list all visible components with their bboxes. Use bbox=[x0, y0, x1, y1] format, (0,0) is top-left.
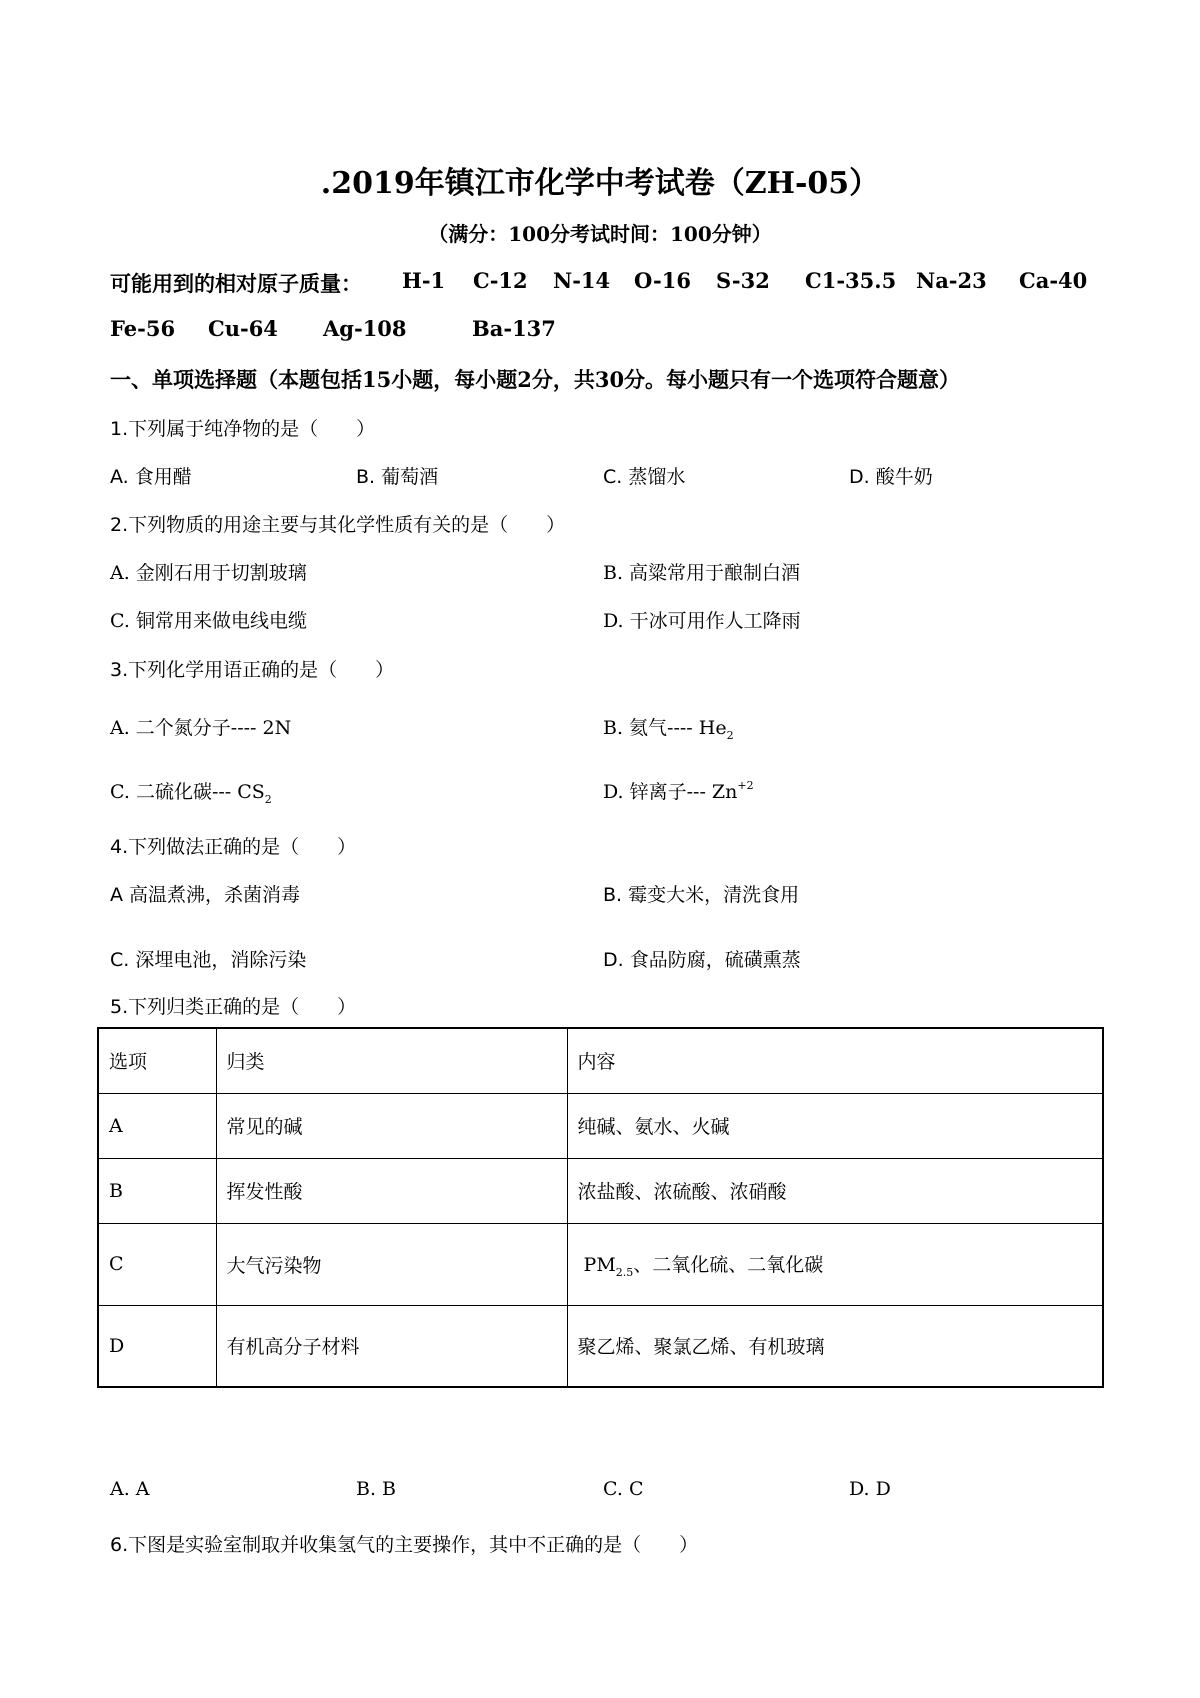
table-cell: A bbox=[98, 1093, 216, 1158]
atomic-mass-item: H-1 bbox=[402, 268, 446, 293]
classification-table bbox=[97, 1027, 1104, 1388]
question-1-stem: 1.下列属于纯净物的是（ ） bbox=[110, 418, 376, 440]
question-6-stem: 6.下图是实验室制取并收集氢气的主要操作，其中不正确的是（ ） bbox=[110, 1534, 699, 1556]
q4-option-d: D. 食品防腐，硫磺熏蒸 bbox=[603, 949, 801, 971]
atomic-mass-label: 可能用到的相对原子质量： bbox=[110, 271, 362, 296]
section-heading: 一、单项选择题（本题包括15小题，每小题2分，共30分。每小题只有一个选项符合题意） bbox=[110, 367, 961, 392]
table-cell: 有机高分子材料 bbox=[216, 1305, 567, 1387]
q1-option-d: D. 酸牛奶 bbox=[849, 466, 933, 488]
q5-option-d: D. D bbox=[849, 1478, 891, 1500]
atomic-mass-item: C-12 bbox=[473, 268, 528, 293]
table-header-cell: 选项 bbox=[98, 1028, 216, 1093]
atomic-mass-item: Ca-40 bbox=[1019, 268, 1088, 293]
q4-option-c: C. 深埋电池，消除污染 bbox=[110, 949, 307, 971]
table-cell: C bbox=[98, 1223, 216, 1305]
q2-option-d: D. 干冰可用作人工降雨 bbox=[603, 610, 801, 632]
atomic-mass-item: Fe-56 bbox=[110, 316, 176, 341]
table-header-row bbox=[98, 1028, 1103, 1093]
q2-option-a: A. 金刚石用于切割玻璃 bbox=[110, 562, 307, 584]
q1-option-b: B. 葡萄酒 bbox=[356, 466, 439, 488]
atomic-mass-item: S-32 bbox=[716, 268, 770, 293]
exam-info: （满分：100分考试时间：100分钟） bbox=[428, 222, 772, 246]
q5-option-b: B. B bbox=[356, 1478, 397, 1500]
table-cell: 大气污染物 bbox=[216, 1223, 567, 1305]
q5-option-a: A. A bbox=[110, 1478, 150, 1500]
page-title: .2019年镇江市化学中考试卷（ZH-05） bbox=[320, 166, 880, 201]
q4-option-a: A 高温煮沸，杀菌消毒 bbox=[110, 884, 301, 906]
table-row bbox=[98, 1223, 1103, 1305]
table-cell: 纯碱、氨水、火碱 bbox=[567, 1093, 1103, 1158]
q3-option-b: B. 氦气---- $He_2$ bbox=[603, 717, 734, 742]
q2-option-b: B. 高粱常用于酿制白酒 bbox=[603, 562, 801, 584]
q1-option-a: A. 食用醋 bbox=[110, 466, 192, 488]
atomic-mass-item: Ag-108 bbox=[323, 316, 407, 341]
table-header-cell: 内容 bbox=[567, 1028, 1103, 1093]
table-row bbox=[98, 1305, 1103, 1387]
table-row bbox=[98, 1093, 1103, 1158]
atomic-mass-item: Na-23 bbox=[916, 268, 987, 293]
q3-option-c: C. 二硫化碳--- $CS_2$ bbox=[110, 781, 272, 806]
table-cell: 常见的碱 bbox=[216, 1093, 567, 1158]
atomic-mass-item: Cu-64 bbox=[208, 316, 278, 341]
table-cell: 浓盐酸、浓硫酸、浓硝酸 bbox=[567, 1158, 1103, 1223]
atomic-mass-item: C1-35.5 bbox=[805, 268, 897, 293]
table-row bbox=[98, 1158, 1103, 1223]
table-cell: 挥发性酸 bbox=[216, 1158, 567, 1223]
atomic-mass-item: Ba-137 bbox=[472, 316, 556, 341]
question-3-stem: 3.下列化学用语正确的是（ ） bbox=[110, 659, 395, 681]
table-header-cell: 归类 bbox=[216, 1028, 567, 1093]
q3-option-a: A. 二个氮分子---- 2N bbox=[110, 717, 292, 739]
atomic-mass-item: N-14 bbox=[553, 268, 611, 293]
table-cell: $PM_{2.5}$、二氧化硫、二氧化碳 bbox=[567, 1223, 1103, 1305]
atomic-mass-item: O-16 bbox=[634, 268, 692, 293]
table-cell: D bbox=[98, 1305, 216, 1387]
table-cell: 聚乙烯、聚氯乙烯、有机玻璃 bbox=[567, 1305, 1103, 1387]
q4-option-b: B. 霉变大米，清洗食用 bbox=[603, 884, 800, 906]
question-4-stem: 4.下列做法正确的是（ ） bbox=[110, 836, 357, 858]
q5-option-c: C. C bbox=[603, 1478, 644, 1500]
question-5-stem: 5.下列归类正确的是（ ） bbox=[110, 996, 357, 1018]
table-cell: B bbox=[98, 1158, 216, 1223]
q3-option-d: D. 锌离子--- $Zn^{+2}$ bbox=[603, 779, 754, 803]
q2-option-c: C. 铜常用来做电线电缆 bbox=[110, 610, 307, 632]
question-2-stem: 2.下列物质的用途主要与其化学性质有关的是（ ） bbox=[110, 514, 566, 536]
q1-option-c: C. 蒸馏水 bbox=[603, 466, 686, 488]
